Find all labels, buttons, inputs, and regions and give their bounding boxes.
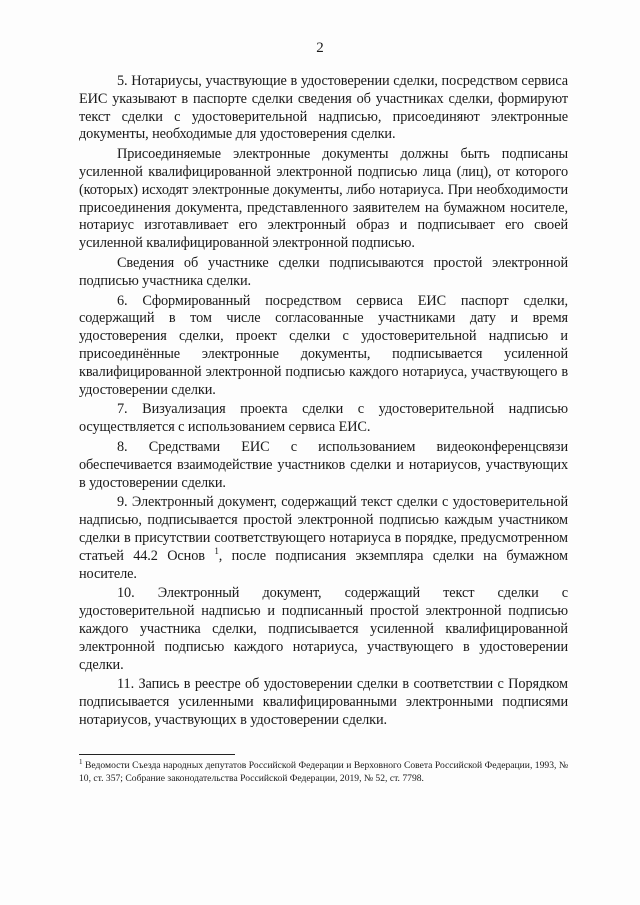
footnote-text: Ведомости Съезда народных депутатов Российской Федерации и Верховного Совета Российской Федерации, 1993, № 10, ст. 357; Собрание законодательства Российской Федерации, 2019, № 52, ст. 7798. (79, 760, 568, 784)
footnote-reference: 1 (214, 545, 219, 556)
paragraph-item-5: 5. Нотариусы, участвующие в удостоверении сделки, посредством сервиса ЕИС указывают в паспорте сделки сведения об участниках сделки, формируют текст сделки с удостоверительной надписью, присоединяют электронные документы, необходимые для удостоверения сделки. (79, 73, 568, 143)
footnote-marker: 1 (79, 757, 83, 766)
paragraph-item-11: 11. Запись в реестре об удостоверении сделки в соответствии с Порядком подписывается усиленными квалифицированными электронными подписями нотариусов, участвующих в удостоверении сделки. (79, 676, 568, 728)
paragraph-item-8: 8. Средствами ЕИС с использованием видеоконференцсвязи обеспечивается взаимодействие участников сделки и нотариусов, участвующих в удостоверении сделки. (79, 438, 568, 491)
paragraph-item-10: 10. Электронный документ, содержащий текст сделки с удостоверительной надписью и подписанный простой электронной подписью каждого участника сделки, подписывается усиленной квалифицированной электронной подписью каждого нотариуса, участвующего в удостоверении сделки. (79, 585, 568, 673)
document-body (79, 73, 568, 732)
footnote-divider (79, 754, 235, 755)
paragraph-item-9-text-end: , после подписания экземпляра сделки на бумажном носителе. (79, 547, 568, 582)
footnote (79, 759, 568, 785)
paragraph-item-9 (79, 494, 568, 583)
page-number: 2 (316, 40, 324, 56)
paragraph-item-9-text-start: 9. Электронный документ, содержащий текст сделки с удостоверительной надписью, подписывается простой электронной подписью каждым участником сделки в присутствии соответствующего нотариуса в порядке, предусмотренном статьей 44.2 Основ (79, 494, 568, 564)
paragraph-attached-documents: Присоединяемые электронные документы должны быть подписаны усиленной квалифицированной электронной подписью лица (лиц), от которого (которых) исходят электронные документы, либо нотариуса. При необходимости присоединения документа, представленного заявителем на бумажном носителе, нотариус изготавливает его электронный образ и подписывает его своей усиленной квалифицированной электронной подписью. (79, 146, 568, 252)
paragraph-participant-info: Сведения об участнике сделки подписываются простой электронной подписью участника сделки. (79, 254, 568, 289)
paragraph-item-7: 7. Визуализация проекта сделки с удостоверительной надписью осуществляется с использованием сервиса ЕИС. (79, 401, 568, 436)
paragraph-item-6: 6. Сформированный посредством сервиса ЕИС паспорт сделки, содержащий в том числе согласованные участниками дату и время удостоверения сделки, проект сделки с удостоверительной надписью и присоединённые электронные документы, подписывается усиленной квалифицированной электронной подписью каждого нотариуса, участвующего в удостоверении сделки. (79, 292, 568, 398)
